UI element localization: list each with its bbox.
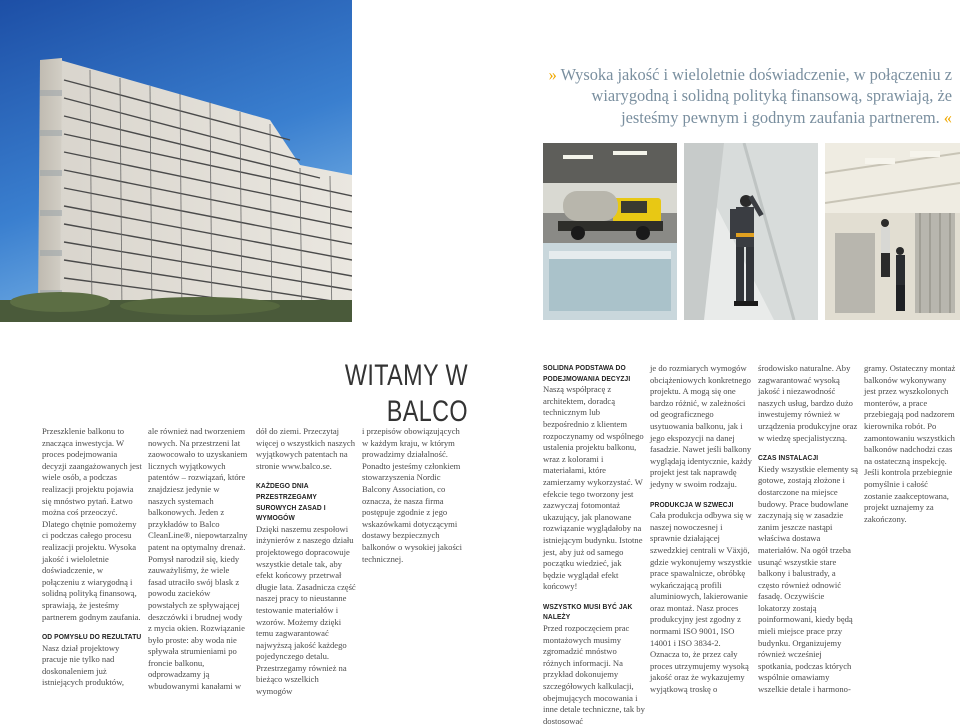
text-column-6 bbox=[650, 363, 752, 696]
paragraph: Naszą współpracę z architektem, doradcą technicznym lub bezpośrednio z klientem rozpoczynamy od wspólnego ustalenia projektu balkonu, wraz z kolorami i materiałami, które zamierzamy wykorzystać. W efekcie tego tworzony jest zazwyczaj fotomontaż ukazujący, jak planowane rozwiązanie wyglądałoby na istniejącym budynku. Istotne jest, aby już od samego początku wiedzieć, jak będzie wyglądał efekt końcowy! bbox=[543, 384, 644, 592]
quote-close-mark: « bbox=[943, 107, 952, 127]
text-column-3 bbox=[256, 426, 356, 698]
building-photo bbox=[0, 0, 352, 322]
section-heading: OD POMYSŁU DO REZULTATU bbox=[42, 632, 142, 642]
text-column-4 bbox=[362, 426, 462, 565]
section-heading: WSZYSTKO MUSI BYĆ JAK NALEŻY bbox=[543, 601, 633, 622]
section-heading: KAŻDEGO DNIA PRZESTRZEGAMY SUROWYCH ZASAD I WYMOGÓW bbox=[256, 481, 326, 523]
paragraph: Kiedy wszystkie elementy są gotowe, zostają złożone i dostarczone na miejsce budowy. Prace budowlane zaczynają się w zasadzie zanim jeszcze nastąpi właściwa dostawa materiałów. Na ogół trzeba usunąć wszystkie stare balkony i balustrady, a często również odnowić fasadę. Oczywiście lokatorzy zostają poinformowani, kiedy będą mieli miejsce prace przy budynku. Organizujemy również wcześniej spotkania, podczas których wspólnie omawiamy wszelkie detale i harmono- bbox=[758, 463, 858, 695]
paragraph: i przepisów obowiązujących w każdym kraju, w którym prowadzimy działalność. Ponadto jesteśmy członkiem stowarzyszenia Nordic Balcony Association, co oznacza, że nasza firma postępuje zgodnie z jego wskazówkami dotyczącymi dostawy bezpiecznych balkonów o wysokiej jakości technicznej. bbox=[362, 426, 463, 564]
pull-quote bbox=[548, 64, 952, 128]
section-heading: CZAS INSTALACJI bbox=[758, 453, 819, 463]
section-heading: PRODUKCJA W SZWECJI bbox=[650, 499, 734, 509]
paragraph: Dzięki naszemu zespołowi inżynierów z naszego działu projektowego dopracowuje wszystkie detale tak, aby efekt końcowy przetrwał długie lata. Zasadnicza część naszej pracy to nieustanne testowanie materiałów i wzorów. Możemy dzięki temu zagwarantować najwyższą jakość każdego pojedynczego detalu. Przestrzegamy również na bieżąco wszelkich wymogów bbox=[256, 523, 356, 697]
paragraph: Nasz dział projektowy pracuje nie tylko nad doskonaleniem już istniejących produktów, bbox=[42, 642, 125, 688]
paragraph: dół do ziemi. Przeczytaj więcej o wszystkich naszych wyjątkowych patentach na stronie www.balco.se. bbox=[256, 426, 356, 471]
section-heading: SOLIDNA PODSTAWA DO PODEJMOWANIA DECYZJI bbox=[543, 363, 631, 383]
quote-text: Wysoka jakość i wieloletnie doświadczenie, w połączeniu z wiarygodną i solidną polityką finansową, sprawiają, że jesteśmy pewnym i godnym zaufania partnerem. bbox=[560, 65, 952, 127]
worker-photo bbox=[684, 143, 818, 320]
factory-truck-photo bbox=[543, 143, 677, 320]
text-column-7 bbox=[758, 363, 858, 696]
text-column-1 bbox=[42, 426, 142, 689]
paragraph: gramy. Ostateczny montaż balkonów wykonywany jest przez wyszkolonych monterów, a prace przebiegają pod nadzorem kierownika robót. Po zamontowaniu wszystkich balkonów nadchodzi czas na ostateczną inspekcję. Jeśli kontrola przebiegnie pomyślnie i całość zostanie zaakceptowana, projekt uznajemy za zakończony. bbox=[864, 363, 956, 524]
page-title: WITAMY W BALCO bbox=[344, 359, 468, 428]
paragraph: je do rozmiarych wymogów obciążeniowych konkretnego projektu. A mogą się one bardzo różnić, w zależności od geograficznego usytuowania balkonu, jak i jego ekspozycji na danej fasadzie. Nawet jeśli balkony wyglądają identycznie, każdy projekt jest tak naprawdę jedyny w swoim rodzaju. bbox=[650, 363, 752, 489]
paragraph: środowisko naturalne. Aby zagwarantować wysoką jakość i niezawodność naszych usług, bardzo dużo inwestujemy również w urządzenia produkcyjne oraz w wiedzę specjalistyczną. bbox=[758, 363, 858, 443]
text-column-2 bbox=[148, 426, 248, 693]
paragraph: ale również nad tworzeniem nowych. Na przestrzeni lat zaowocowało to uzyskaniem licznych wyjątkowych patentów – rozwiązań, które znajdziesz jedynie w naszych systemach balkonowych. Jeden z przykładów to Balco CleanLine®, niepowtarzalny patent na optymalny drenaż. Pomysł narodził się, kiedy zauważyliśmy, że wiele fasad utraciło swój blask z powodu zacieków powstałych ze spływającej deszczówki i brudnej wody z mycia okien. Rozwiązanie było proste: aby woda nie spływała strumieniami po froncie balkonu, odprowadzamy ją wbudowanymi kanałami w bbox=[148, 426, 248, 692]
paragraph: Przed rozpoczęciem prac montażowych musimy zgromadzić mnóstwo różnych informacji. Na przykład dokonujemy szczegółowych kalkulacji, obejmujących mocowania i inne detale techniczne, tak by dostosować bbox=[543, 623, 645, 726]
production-hall-photo bbox=[825, 143, 960, 320]
quote-open-mark: » bbox=[548, 65, 557, 84]
text-column-8 bbox=[864, 363, 958, 525]
text-column-5 bbox=[543, 363, 645, 727]
paragraph: Cała produkcja odbywa się w naszej nowoczesnej i sprawnie działającej szwedzkiej centrali w Växjö, gdzie wykonujemy wszystkie prace spawalnicze, obróbkę wykańczającą profili aluminiowych, lakierowanie oraz montaż. Nasz proces produkcyjny jest zgodny z normami ISO 9001, ISO 14001 i ISO 3834-2. Oznacza to, że przez cały proces utrzymujemy wysoką jakość oraz że wykazujemy wyjątkową troskę o bbox=[650, 510, 752, 695]
paragraph: Przeszklenie balkonu to znacząca inwestycja. W proces podejmowania decyzji zaangażowanych jest wiele osób, a podczas realizacji projektu pojawia się mnóstwo pytań. Łatwo można coś przeoczyć. Dlatego chętnie pomożemy ci podczas całego procesu realizacji projektu. Wysoka jakość i wieloletnie doświadczenie, w połączeniu z wiarygodną i solidną polityką finansową, sprawiają, że jesteśmy partnerem godnym zaufania. bbox=[42, 426, 142, 622]
